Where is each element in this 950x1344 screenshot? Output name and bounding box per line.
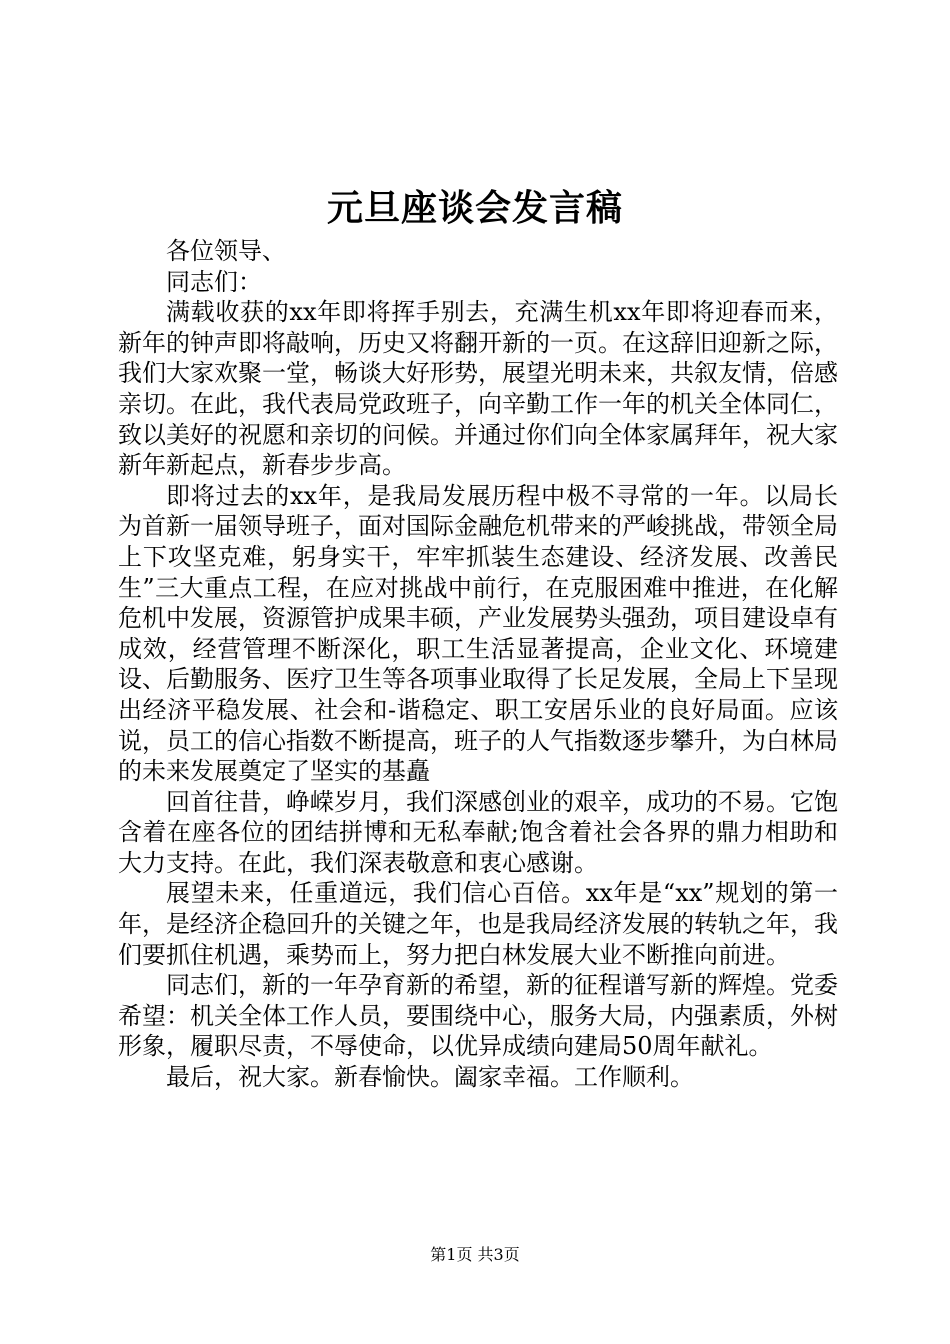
body-paragraph: 展望未来，任重道远，我们信心百倍。xx年是“xx”规划的第一年，是经济企稳回升的关键之年，也是我局经济发展的转轨之年，我们要抓住机遇，乘势而上，努力把白林发展大业不断推向前进。: [118, 879, 838, 969]
body-paragraph: 同志们，新的一年孕育新的希望，新的征程谱写新的辉煌。党委希望：机关全体工作人员，要围绕中心，服务大局，内强素质，外树形象，履职尽责，不辱使命，以优异成绩向建局50周年献礼。: [118, 971, 838, 1061]
document-title: 元旦座谈会发言稿: [326, 187, 623, 229]
salutation-line: 同志们：: [166, 267, 262, 296]
document-body: [118, 236, 838, 1093]
body-paragraph: 即将过去的xx年，是我局发展历程中极不寻常的一年。以局长为首新一届领导班子，面对国际金融危机带来的严峻挑战，带领全局上下攻坚克难，躬身实干，牢牢抓装生态建设、经济发展、改善民生”三大重点工程，在应对挑战中前行，在克服困难中推进，在化解危机中发展，资源管护成果丰硕，产业发展势头强劲，项目建设卓有成效，经营管理不断深化，职工生活显著提高，企业文化、环境建设、后勤服务、医疗卫生等各项事业取得了长足发展，全局上下呈现出经济平稳发展、社会和-谐稳定、职工安居乐业的良好局面。应该说，员工的信心指数不断提高，班子的人气指数逐步攀升，为白林局的未来发展奠定了坚实的基矗: [118, 481, 838, 786]
body-paragraph: 回首往昔，峥嵘岁月，我们深感创业的艰辛，成功的不易。它饱含着在座各位的团结拼博和无私奉献;饱含着社会各界的鼎力相助和大力支持。在此，我们深表敬意和衷心感谢。: [118, 787, 838, 877]
page-number-footer: 第1页 共3页: [430, 1245, 520, 1264]
body-paragraph: 满载收获的xx年即将挥手别去，充满生机xx年即将迎春而来，新年的钟声即将敲响，历史又将翻开新的一页。在这辞旧迎新之际，我们大家欢聚一堂，畅谈大好形势，展望光明未来，共叙友情，倍感亲切。在此，我代表局党政班子，向辛勤工作一年的机关全体同仁，致以美好的祝愿和亲切的问候。并通过你们向全体家属拜年，祝大家新年新起点，新春步步高。: [118, 298, 838, 480]
salutation-line: 各位领导、: [166, 237, 286, 265]
body-paragraph: 最后，祝大家。新春愉快。阖家幸福。工作顺利。: [166, 1063, 694, 1092]
